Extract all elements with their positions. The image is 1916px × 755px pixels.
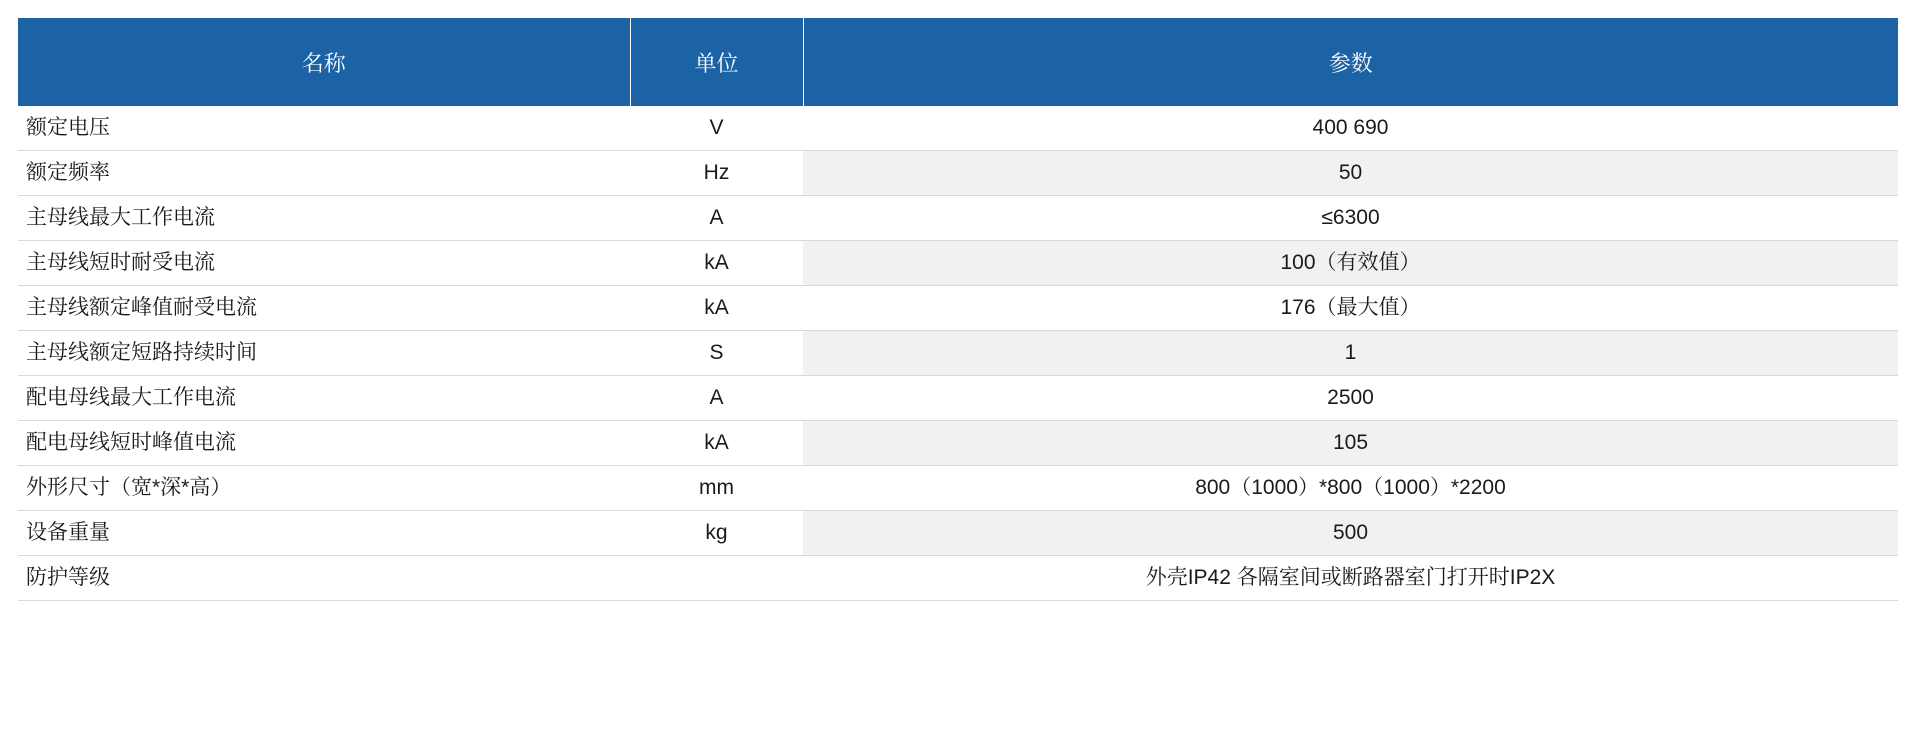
table-row [18, 286, 1898, 331]
cell-name: 额定频率 [18, 151, 630, 196]
cell-name: 主母线额定峰值耐受电流 [18, 286, 630, 331]
column-header-parameter: 参数 [803, 18, 1898, 106]
cell-name: 设备重量 [18, 511, 630, 556]
cell-parameter: 400 690 [803, 106, 1898, 151]
cell-name: 额定电压 [18, 106, 630, 151]
cell-parameter: 800（1000）*800（1000）*2200 [803, 466, 1898, 511]
table-row [18, 241, 1898, 286]
cell-name: 外形尺寸（宽*深*高） [18, 466, 630, 511]
cell-unit: kA [630, 421, 803, 466]
cell-parameter: 105 [803, 421, 1898, 466]
table-body [18, 106, 1898, 601]
cell-unit: kA [630, 241, 803, 286]
cell-parameter: ≤6300 [803, 196, 1898, 241]
cell-name: 配电母线短时峰值电流 [18, 421, 630, 466]
cell-parameter: 1 [803, 331, 1898, 376]
cell-unit: kA [630, 286, 803, 331]
cell-unit: mm [630, 466, 803, 511]
cell-parameter: 500 [803, 511, 1898, 556]
cell-unit: S [630, 331, 803, 376]
table-row [18, 466, 1898, 511]
table-row [18, 196, 1898, 241]
table-row [18, 421, 1898, 466]
specification-table [18, 18, 1898, 601]
table-header-row [18, 18, 1898, 106]
cell-name: 主母线短时耐受电流 [18, 241, 630, 286]
cell-parameter: 2500 [803, 376, 1898, 421]
cell-name: 主母线额定短路持续时间 [18, 331, 630, 376]
table-row [18, 151, 1898, 196]
cell-unit: A [630, 196, 803, 241]
table-row [18, 376, 1898, 421]
cell-parameter: 50 [803, 151, 1898, 196]
cell-name: 防护等级 [18, 556, 630, 601]
table-row [18, 511, 1898, 556]
cell-unit: kg [630, 511, 803, 556]
cell-name: 配电母线最大工作电流 [18, 376, 630, 421]
table-header [18, 18, 1898, 106]
cell-unit: Hz [630, 151, 803, 196]
cell-parameter: 176（最大值） [803, 286, 1898, 331]
cell-name: 主母线最大工作电流 [18, 196, 630, 241]
column-header-unit: 单位 [630, 18, 803, 106]
cell-parameter: 100（有效值） [803, 241, 1898, 286]
cell-unit: A [630, 376, 803, 421]
table-row [18, 556, 1898, 601]
cell-parameter: 外壳IP42 各隔室间或断路器室门打开时IP2X [803, 556, 1898, 601]
cell-unit [630, 556, 803, 601]
cell-unit: V [630, 106, 803, 151]
table-row [18, 331, 1898, 376]
column-header-name: 名称 [18, 18, 630, 106]
table-row [18, 106, 1898, 151]
